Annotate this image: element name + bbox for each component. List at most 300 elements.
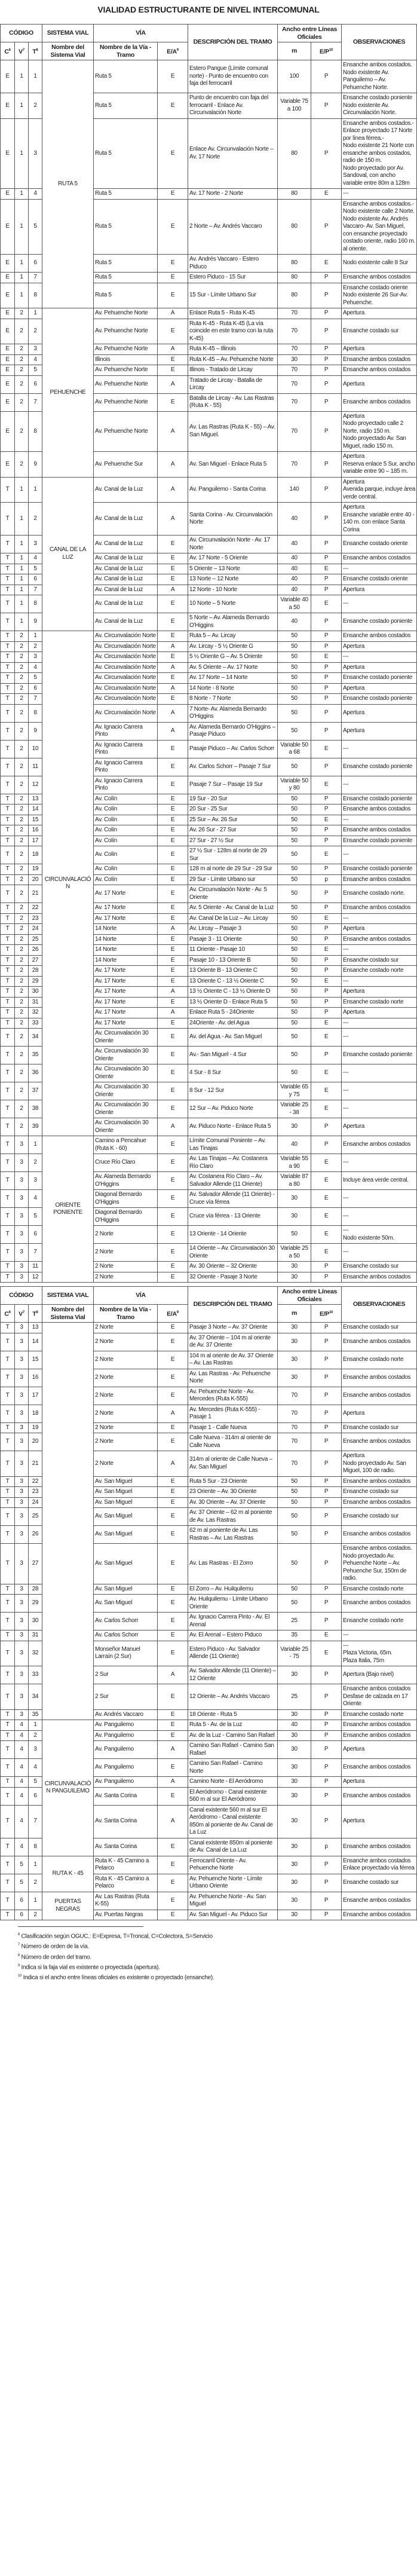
via-name: Ruta 5	[94, 283, 158, 308]
via-ea: E	[158, 825, 188, 836]
width-m: 70	[278, 1387, 311, 1405]
tramo-description: 7 Norte- Av. Alameda Bernardo O'Higgins	[188, 704, 278, 722]
sistema-vial-name	[42, 1323, 94, 1720]
header-t-footnote-ref: 8	[36, 1311, 38, 1314]
code-c: T	[1, 1018, 15, 1029]
code-t: 3	[29, 536, 42, 553]
code-c: T	[1, 976, 15, 987]
width-m: 50	[278, 1487, 311, 1498]
via-name: Ruta K - 45 Camino a Pelarco	[94, 1856, 158, 1874]
width-m: 50	[278, 1047, 311, 1064]
code-v: 3	[15, 1666, 29, 1684]
header-c-label: C	[4, 1310, 9, 1318]
via-ea: E	[158, 93, 188, 119]
code-v: 2	[15, 452, 29, 478]
code-c: T	[1, 536, 15, 553]
code-v: 2	[15, 976, 29, 987]
width-m: 50	[278, 903, 311, 914]
code-v: 2	[15, 631, 29, 642]
code-c: T	[1, 825, 15, 836]
observations: Apertura	[342, 924, 417, 935]
code-t: 4	[29, 1190, 42, 1208]
width-m: 50	[278, 694, 311, 705]
code-v: 3	[15, 1351, 29, 1369]
width-m: 30	[278, 1856, 311, 1874]
observations: Ensanche ambos costados	[342, 1910, 417, 1920]
observations: ---	[342, 1100, 417, 1118]
code-t: 6	[29, 574, 42, 585]
tramo-description: Ferrocarril Oriente - Av. Pehuenche Norte	[188, 1856, 278, 1874]
observations: Apertura	[342, 704, 417, 722]
via-ea: E	[158, 1526, 188, 1544]
code-t: 12	[29, 776, 42, 794]
code-t: 7	[29, 694, 42, 705]
code-c: T	[1, 503, 15, 536]
via-ea: E	[158, 1154, 188, 1172]
header-ancho	[278, 1287, 342, 1305]
via-ea: E	[158, 1684, 188, 1710]
width-m: 70	[278, 344, 311, 355]
code-v: 1	[15, 564, 29, 574]
code-v: 2	[15, 1018, 29, 1029]
tramo-description: Av. Circunvalación Norte - Av. 5 Oriente	[188, 885, 278, 903]
code-t: 8	[29, 283, 42, 308]
tramo-description: 5 ½ Oriente G – Av. 5 Oriente	[188, 652, 278, 663]
code-c: T	[1, 1910, 15, 1920]
observations: Apertura	[342, 683, 417, 694]
header-ea-label: E/A	[167, 48, 177, 56]
width-ep: P	[311, 1720, 342, 1731]
width-m: 50	[278, 945, 311, 956]
observations: Ensanche ambos costados	[342, 1526, 417, 1544]
code-t: 20	[29, 874, 42, 885]
width-m: 100	[278, 60, 311, 93]
code-c: T	[1, 704, 15, 722]
observations: Ensanche ambos costados	[342, 1759, 417, 1777]
code-t: 20	[29, 1433, 42, 1451]
tramo-description: 20 Sur - 25 Sur	[188, 804, 278, 815]
header-m	[278, 1305, 311, 1323]
via-ea: E	[158, 1244, 188, 1262]
via-ea: A	[158, 585, 188, 595]
tramo-description: Av. 5 Oriente - Av. Canal de la Luz	[188, 903, 278, 914]
width-ep: P	[311, 794, 342, 804]
width-m: 30	[278, 354, 311, 365]
code-v: 6	[15, 1910, 29, 1920]
table-row	[1, 1892, 417, 1910]
observations: ---	[342, 815, 417, 825]
table-row	[1, 477, 417, 503]
observations: Ensanche ambos costados	[342, 1730, 417, 1741]
width-m: 70	[278, 1405, 311, 1422]
width-m: 30	[278, 1262, 311, 1272]
width-ep: E	[311, 1208, 342, 1226]
via-name: Av. Canal de la Luz	[94, 553, 158, 564]
via-name: Av. Circunvalación 30 Oriente	[94, 1100, 158, 1118]
width-m: 70	[278, 1433, 311, 1451]
via-name: Av. Las Rastras (Ruta K-55)	[94, 1892, 158, 1910]
tramo-description: Ruta 5 - Av. de la Luz	[188, 1720, 278, 1731]
via-ea: E	[158, 1433, 188, 1451]
observations: ---	[342, 652, 417, 663]
via-ea: E	[158, 1544, 188, 1584]
observations: Ensanche costado poniente	[342, 758, 417, 776]
tramo-description: 8 Norte - 7 Norte	[188, 694, 278, 705]
observations: Ensanche ambos costados	[342, 1387, 417, 1405]
tramo-description: Pasaje 3 - 11 Oriente	[188, 934, 278, 945]
code-v: 2	[15, 885, 29, 903]
observations: Ensanche costado sur	[342, 1323, 417, 1333]
observations: ---	[342, 1630, 417, 1641]
code-v: 1	[15, 574, 29, 585]
header-t-footnote-ref: 8	[36, 48, 38, 52]
tramo-description: Illinois - Tratado de Lircay	[188, 365, 278, 376]
via-ea: E	[158, 1387, 188, 1405]
header-v	[15, 1305, 29, 1323]
width-m: 50	[278, 662, 311, 673]
tramo-description: Av. 37 Oriente – 104 m al oriente de Av. 37 Oriente	[188, 1333, 278, 1351]
code-t: 11	[29, 1262, 42, 1272]
observations: Ensanche ambos costados	[342, 1476, 417, 1487]
code-t: 15	[29, 1351, 42, 1369]
code-c: T	[1, 934, 15, 945]
observations: Ensanche ambos costados	[342, 1595, 417, 1613]
code-v: 2	[15, 934, 29, 945]
code-v: 2	[15, 1100, 29, 1118]
via-name: Av. Pehuenche Norte	[94, 319, 158, 344]
code-t: 22	[29, 903, 42, 914]
via-name: Av. Canal de la Luz	[94, 536, 158, 553]
width-m: 50	[278, 846, 311, 864]
code-t: 33	[29, 1666, 42, 1684]
via-name: 2 Norte	[94, 1244, 158, 1262]
width-m: 80	[278, 118, 311, 189]
via-name: Diagonal Bernardo O'Higgins	[94, 1208, 158, 1226]
code-c: T	[1, 1262, 15, 1272]
observations: Ensanche ambos costados Enlace proyectado vía férrea	[342, 1856, 417, 1874]
code-t: 7	[29, 1805, 42, 1838]
code-v: 2	[15, 836, 29, 846]
observations: --- Plaza Victoria, 65m. Plaza Italia, 75m	[342, 1641, 417, 1666]
code-t: 7	[29, 273, 42, 283]
code-t: 9	[29, 613, 42, 631]
code-c: E	[1, 255, 15, 273]
width-ep: P	[311, 1047, 342, 1064]
via-ea: E	[158, 997, 188, 1008]
via-name: Av. Canal de la Luz	[94, 503, 158, 536]
code-t: 5	[29, 199, 42, 255]
code-v: 3	[15, 1190, 29, 1208]
via-ea: A	[158, 924, 188, 935]
width-ep: E	[311, 189, 342, 200]
tramo-description: 18 Oriente - Ruta 5	[188, 1709, 278, 1720]
code-t: 15	[29, 815, 42, 825]
tramo-description: Av. Las Tinajas – Av. Costanera Río Claro	[188, 1154, 278, 1172]
code-t: 4	[29, 354, 42, 365]
observations: Ensanche costado norte	[342, 1584, 417, 1595]
tramo-description: Calle Nueva - 314m al oriente de Calle Nueva	[188, 1433, 278, 1451]
width-m: 50	[278, 704, 311, 722]
via-ea: A	[158, 722, 188, 740]
tramo-description: Av. Pehuenche Norte - Av. San Miguel	[188, 1892, 278, 1910]
code-v: 2	[15, 319, 29, 344]
observations: Apertura	[342, 722, 417, 740]
tramo-description: Santa Corina - Av. Circunvalación Norte	[188, 503, 278, 536]
code-v: 4	[15, 1730, 29, 1741]
observations: ---	[342, 976, 417, 987]
width-ep: P	[311, 60, 342, 93]
via-ea: E	[158, 199, 188, 255]
code-c: T	[1, 1451, 15, 1477]
sistema-vial-name: CIRCUNVALACIÓN	[42, 631, 94, 1136]
header-v	[15, 42, 29, 60]
width-m: 40	[278, 503, 311, 536]
tramo-description: Av. Salvador Allende (11 Oriente) - Cruce vía férrea	[188, 1190, 278, 1208]
code-v: 4	[15, 1720, 29, 1731]
width-m: 30	[278, 1666, 311, 1684]
via-name: Av. Pehuenche Norte	[94, 393, 158, 411]
code-t: 6	[29, 1226, 42, 1244]
width-m: 50	[278, 815, 311, 825]
footnote-number: 10	[18, 1974, 22, 1978]
header-sistema-nombre-label: Nombre del Sistema Vial	[50, 1306, 85, 1321]
width-m: 40	[278, 574, 311, 585]
code-c: T	[1, 553, 15, 564]
footnote-text: Número de orden del tramo.	[21, 1953, 91, 1960]
code-c: T	[1, 1613, 15, 1630]
code-c: T	[1, 1323, 15, 1333]
tramo-description: Estero Pangue (Límite comunal norte) - Punto de encuentro con faja del ferrocarril	[188, 60, 278, 93]
via-name: Av. Canal de la Luz	[94, 574, 158, 585]
code-t: 24	[29, 1497, 42, 1508]
via-name: 2 Norte	[94, 1226, 158, 1244]
tramo-description: Av. Las Rastras (Ruta K - 55) – Av. San Miguel.	[188, 411, 278, 452]
code-t: 2	[29, 319, 42, 344]
observations: Ensanche costado poniente Nodo existente Av. Circunvalación Norte.	[342, 93, 417, 119]
via-name: Av. Circunvalación 30 Oriente	[94, 1118, 158, 1136]
via-name: Av. Colín	[94, 846, 158, 864]
code-c: T	[1, 683, 15, 694]
width-m: 30	[278, 1118, 311, 1136]
via-ea: E	[158, 1018, 188, 1029]
code-c: T	[1, 776, 15, 794]
code-t: 29	[29, 1595, 42, 1613]
via-ea: E	[158, 631, 188, 642]
width-ep: P	[311, 199, 342, 255]
width-ep: P	[311, 934, 342, 945]
width-m: Variable 50 a 68	[278, 740, 311, 758]
observations: Ensanche costado poniente	[342, 694, 417, 705]
header-codigo	[1, 1287, 42, 1305]
via-name: Av. Santa Corina	[94, 1805, 158, 1838]
via-ea: E	[158, 976, 188, 987]
width-m: 25	[278, 1613, 311, 1630]
width-ep: E	[311, 1100, 342, 1118]
header-descripcion	[188, 1287, 278, 1323]
code-t: 7	[29, 393, 42, 411]
via-ea: E	[158, 1333, 188, 1351]
width-m: Variable 25 - 38	[278, 1100, 311, 1118]
code-c: T	[1, 913, 15, 924]
tramo-description: 12 Sur – Av. Piduco Norte	[188, 1100, 278, 1118]
tramo-description: 13 Oriente - 14 Oriente	[188, 1226, 278, 1244]
via-name: Av. Canal de la Luz	[94, 564, 158, 574]
via-ea: A	[158, 503, 188, 536]
footnote-divider	[18, 1926, 143, 1927]
observations: Ensanche ambos costados	[342, 874, 417, 885]
observations: Ensanche costado poniente	[342, 836, 417, 846]
code-t: 7	[29, 585, 42, 595]
code-t: 1	[29, 477, 42, 503]
width-ep: P	[311, 553, 342, 564]
tramo-description: Ruta K-45 – Illinois	[188, 344, 278, 355]
via-name: 2 Norte	[94, 1351, 158, 1369]
code-c: T	[1, 1118, 15, 1136]
via-name: Av. 17 Norte	[94, 997, 158, 1008]
road-table	[0, 1286, 417, 1920]
code-v: 3	[15, 1172, 29, 1190]
code-c: E	[1, 308, 15, 319]
code-v: 3	[15, 1508, 29, 1526]
width-m: 40	[278, 553, 311, 564]
code-t: 4	[29, 553, 42, 564]
code-t: 1	[29, 631, 42, 642]
code-v: 1	[15, 93, 29, 119]
width-m: 50	[278, 758, 311, 776]
width-m: 30	[278, 1838, 311, 1856]
via-ea: E	[158, 740, 188, 758]
code-t: 17	[29, 1387, 42, 1405]
code-t: 4	[29, 662, 42, 673]
width-m: 50	[278, 1497, 311, 1508]
code-v: 2	[15, 987, 29, 998]
width-ep: E	[311, 1064, 342, 1082]
code-v: 3	[15, 1630, 29, 1641]
header-row	[1, 25, 417, 42]
code-c: T	[1, 924, 15, 935]
code-c: E	[1, 93, 15, 119]
header-ea	[158, 1305, 188, 1323]
tramo-description: Ruta K-45 - Ruta K-45 (La vía coincide en este tramo con la ruta K-45)	[188, 319, 278, 344]
tramo-description: 13 Oriente B - 13 Oriente C	[188, 966, 278, 977]
width-m: Variable 87 a 80	[278, 1172, 311, 1190]
code-t: 38	[29, 1100, 42, 1118]
via-name: Av. Panguilemo	[94, 1730, 158, 1741]
code-t: 8	[29, 411, 42, 452]
via-name: Av. San Miguel	[94, 1487, 158, 1498]
code-c: T	[1, 477, 15, 503]
width-m: 50	[278, 825, 311, 836]
via-ea: E	[158, 1595, 188, 1613]
via-name: Av. Circunvalación Norte	[94, 652, 158, 663]
observations: Ensanche costado poniente	[342, 864, 417, 875]
observations: Ensanche ambos costados	[342, 553, 417, 564]
code-v: 2	[15, 393, 29, 411]
code-v: 4	[15, 1805, 29, 1838]
via-name: 14 Norte	[94, 945, 158, 956]
width-ep: P	[311, 375, 342, 393]
code-v: 2	[15, 704, 29, 722]
width-m: 50	[278, 673, 311, 684]
width-ep: P	[311, 1497, 342, 1508]
code-c: T	[1, 1136, 15, 1154]
width-m: 50	[278, 966, 311, 977]
observations: Apertura	[342, 344, 417, 355]
code-v: 2	[15, 1064, 29, 1082]
width-ep: P	[311, 1008, 342, 1018]
code-c: T	[1, 794, 15, 804]
via-name: Av. Carlos Schorr	[94, 1630, 158, 1641]
code-t: 13	[29, 794, 42, 804]
tramo-description: Pasaje 3 Norte – Av. 37 Oriente	[188, 1323, 278, 1333]
header-descripcion-label: DESCRIPCIÓN DEL TRAMO	[193, 38, 272, 46]
code-t: 4	[29, 1759, 42, 1777]
via-ea: E	[158, 1082, 188, 1100]
via-ea: E	[158, 283, 188, 308]
code-t: 29	[29, 976, 42, 987]
tramo-description: Av. 17 Norte - 5 Oriente	[188, 553, 278, 564]
header-via-nombre	[94, 1305, 158, 1323]
tramo-description: Av. Lircay – Pasaje 3	[188, 924, 278, 935]
code-c: T	[1, 1433, 15, 1451]
via-name: Av. Circunvalación Norte	[94, 683, 158, 694]
via-name: Av. 17 Norte	[94, 1018, 158, 1029]
tramo-description: Av. 37 Oriente – 62 m al poniente de Av. Las Rastras	[188, 1508, 278, 1526]
width-m: Variable 65 y 75	[278, 1082, 311, 1100]
via-name: Av. Circunvalación Norte	[94, 673, 158, 684]
code-t: 9	[29, 452, 42, 478]
footnote-text: Indica si el ancho entre líneas oficiales es existente o proyectado (ensanche).	[23, 1974, 214, 1981]
via-ea: E	[158, 1047, 188, 1064]
observations: Ensanche costado oriente	[342, 536, 417, 553]
code-c: T	[1, 673, 15, 684]
code-t: 27	[29, 1544, 42, 1584]
width-m: 80	[278, 273, 311, 283]
tramo-description: Av. San Miguel - Av. Piduco Sur	[188, 1910, 278, 1920]
via-ea: E	[158, 794, 188, 804]
width-m: 30	[278, 1351, 311, 1369]
code-c: E	[1, 118, 15, 189]
width-m: 50	[278, 976, 311, 987]
via-name: Av. Panguilemo	[94, 1759, 158, 1777]
header-codigo-label: CÓDIGO	[9, 29, 33, 37]
code-c: T	[1, 1595, 15, 1613]
observations: Ensanche costado sur	[342, 319, 417, 344]
width-m: 50	[278, 1476, 311, 1487]
observations: Apertura Avenida parque, incluye área verde central.	[342, 477, 417, 503]
observations: Ensanche ambos costados	[342, 1369, 417, 1387]
via-ea: E	[158, 1064, 188, 1082]
code-v: 3	[15, 1584, 29, 1595]
header-c	[1, 1305, 15, 1323]
code-v: 5	[15, 1874, 29, 1892]
tramo-description: 14 Oriente – Av. Circunvalación 30 Oriente	[188, 1244, 278, 1262]
code-c: T	[1, 694, 15, 705]
sistema-vial-name: PEHUENCHE	[42, 308, 94, 478]
width-ep: P	[311, 1730, 342, 1741]
code-c: T	[1, 804, 15, 815]
code-v: 1	[15, 283, 29, 308]
via-ea: E	[158, 1838, 188, 1856]
code-t: 34	[29, 1029, 42, 1047]
width-ep: P	[311, 393, 342, 411]
code-t: 25	[29, 1508, 42, 1526]
code-c: T	[1, 641, 15, 652]
tramo-description: Enlace Ruta 5 - Ruta K-45	[188, 308, 278, 319]
width-ep: E	[311, 1244, 342, 1262]
width-m: 80	[278, 199, 311, 255]
code-t: 1	[29, 1720, 42, 1731]
